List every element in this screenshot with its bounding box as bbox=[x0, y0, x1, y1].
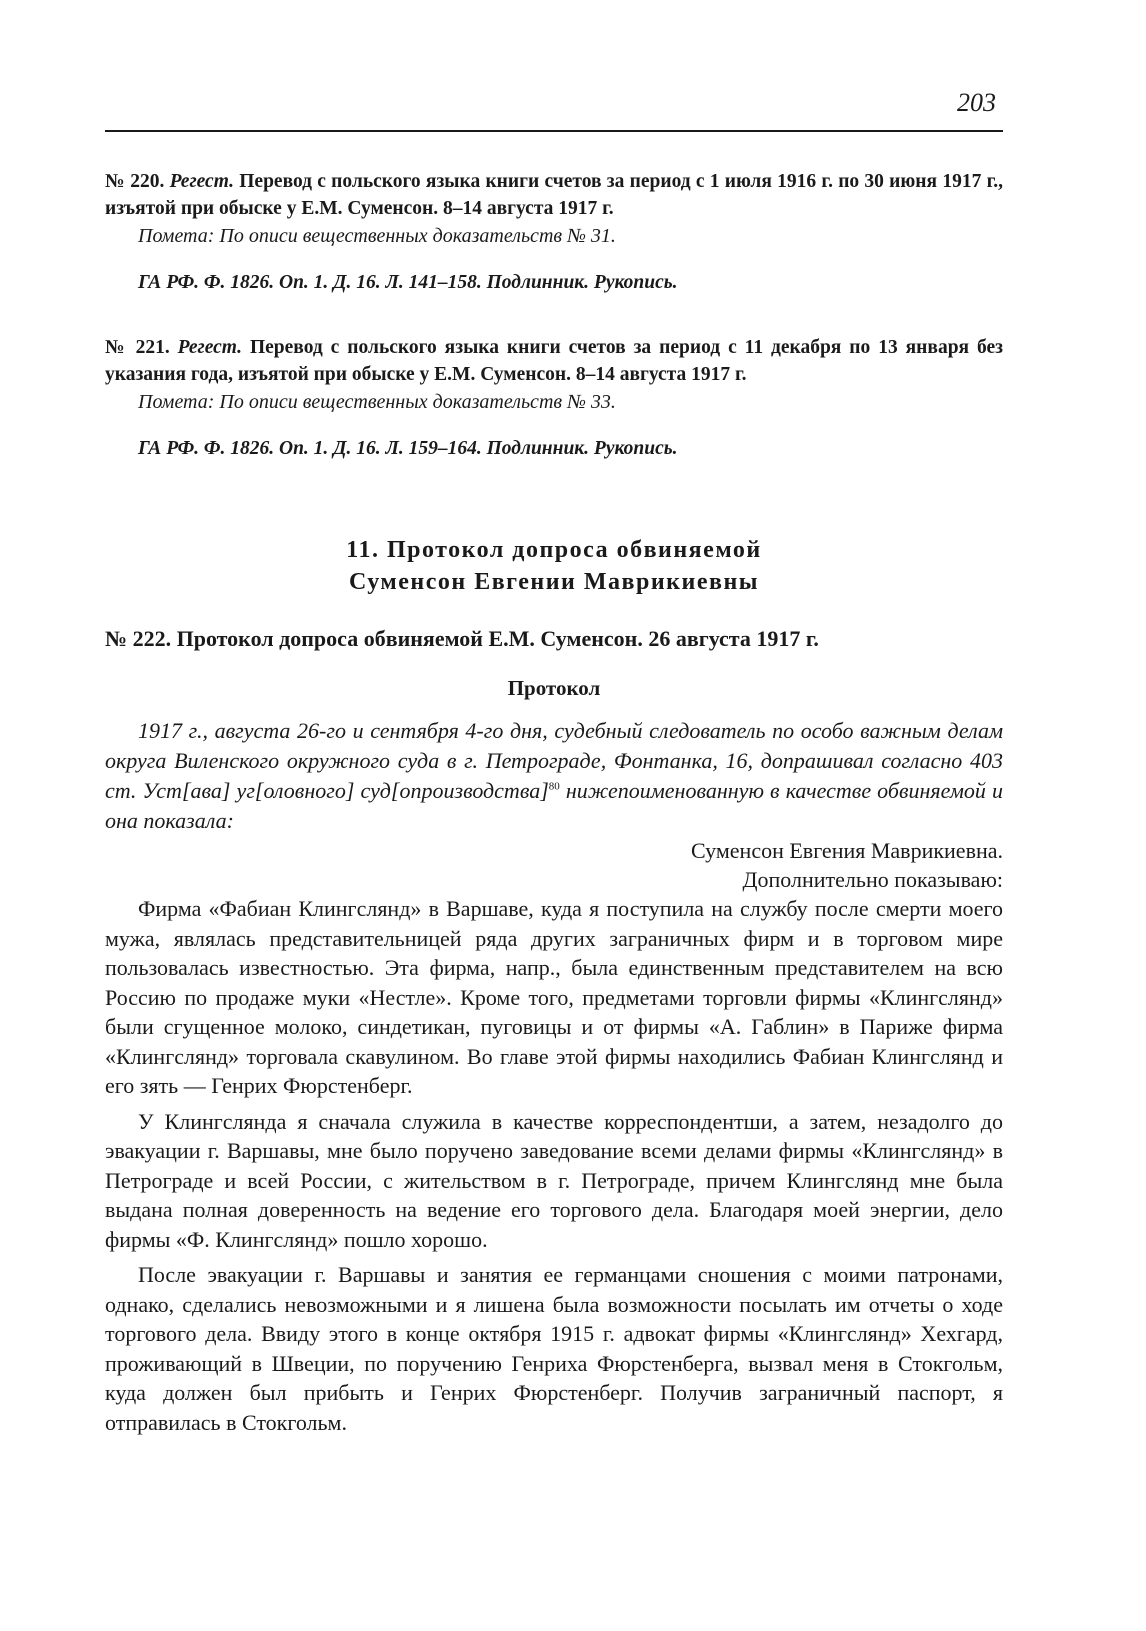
entry-source: ГА РФ. Ф. 1826. Оп. 1. Д. 16. Л. 141–158. Подлинник. Рукопись. bbox=[138, 272, 678, 293]
entry-number: № 221. bbox=[105, 337, 170, 358]
protocol-intro bbox=[105, 716, 1003, 836]
regest-label: Регест. bbox=[177, 337, 243, 358]
section-title-line-2: Суменсон Евгении Маврикиевны bbox=[348, 569, 760, 595]
additional-testimony-line: Дополнительно показываю: bbox=[742, 867, 1003, 892]
deponent-name: Суменсон Евгения Маврикиевна. bbox=[691, 838, 1003, 863]
entry-number: № 220. bbox=[105, 171, 165, 192]
intro-text-end: нижепоименованную в качестве обвиняемой и она показала: bbox=[105, 778, 1003, 833]
header-rule bbox=[105, 130, 1003, 132]
entry-title-text: Перевод с польского языка книги счетов за период с 11 декабря по 13 января без указания года, изъятой при обыске у Е.М. Суменсон. 8–14 августа 1917 г. bbox=[105, 337, 1004, 385]
entry-note: Помета: По описи вещественных доказательств № 33. bbox=[138, 391, 616, 413]
paragraph: У Клингслянда я сначала служила в качестве корреспондентши, а затем, незадолго до эвакуации г. Варшавы, мне было поручено заведование всеми делами фирмы «Клингслянд» в Петрограде и всей России, с жительством в г. Петрограде, причем Клингслянд мне была выдана полная доверенность на ведение его торгового дела. Благодаря моей энергии, дело фирмы «Ф. Клингслянд» пошло хорошо. bbox=[105, 1108, 1003, 1252]
document-title: № 222. Протокол допроса обвиняемой Е.М. Суменсон. 26 августа 1917 г. bbox=[105, 626, 819, 651]
protocol-heading: Протокол bbox=[507, 676, 601, 700]
section-title bbox=[105, 534, 1003, 598]
section-title-line-1: 11. Протокол допроса обвиняемой bbox=[346, 537, 762, 563]
paragraph: После эвакуации г. Варшавы и занятия ее германцами сношения с моими патронами, однако, сделались невозможными и я лишена была возможности посылать им отчеты о ходе торгового дела. Ввиду этого в конце октября 1915 г. адвокат фирмы «Клингслянд» Хехгард, проживающий в Швеции, по поручению Генриха Фюрстенберга, вызвал меня в Стокгольм, куда должен был прибыть и Генрих Фюрстенберг. Получив заграничный паспорт, я отправилась в Стокгольм. bbox=[105, 1262, 1003, 1435]
page-number: 203 bbox=[957, 88, 996, 117]
entry-note: Помета: По описи вещественных доказательств № 31. bbox=[138, 225, 616, 247]
entry-220 bbox=[105, 168, 1003, 296]
entry-title-text: Перевод с польского языка книги счетов за период с 1 июля 1916 г. по 30 июня 1917 г., изъятой при обыске у Е.М. Суменсон. 8–14 августа 1917 г. bbox=[105, 171, 1003, 219]
footnote-ref: 80 bbox=[548, 780, 560, 793]
entry-title bbox=[105, 168, 1003, 222]
entry-title bbox=[105, 334, 1003, 388]
regest-label: Регест. bbox=[169, 171, 234, 192]
intro-text: 1917 г., августа 26-го и сентября 4-го дня, судебный следователь по особо важным делам округа Виленского окружного суда в г. Петрограде, Фонтанка, 16, допрашивал согласно 403 ст. Уст[ава] уг[оловного] суд[опроизводства] bbox=[105, 718, 1003, 803]
entry-221 bbox=[105, 334, 1003, 462]
entry-source: ГА РФ. Ф. 1826. Оп. 1. Д. 16. Л. 159–164. Подлинник. Рукопись. bbox=[138, 438, 678, 459]
page-content bbox=[105, 168, 1003, 1437]
paragraph: Фирма «Фабиан Клингслянд» в Варшаве, куда я поступила на службу после смерти моего мужа, являлась представительницей ряда других заграничных фирм и в торговом мире пользовалась известностью. Эта фирма, напр., была единственным представителем на всю Россию по продаже муки «Нестле». Кроме того, предметами торговли фирмы «Клингслянд» были сгущенное молоко, синдетикан, пуговицы и от фирмы «А. Габлин» в Париже фирма «Клингслянд» торговала скавулином. Во главе этой фирмы находились Фабиан Клингслянд и его зять — Генрих Фюрстенберг. bbox=[105, 896, 1003, 1098]
